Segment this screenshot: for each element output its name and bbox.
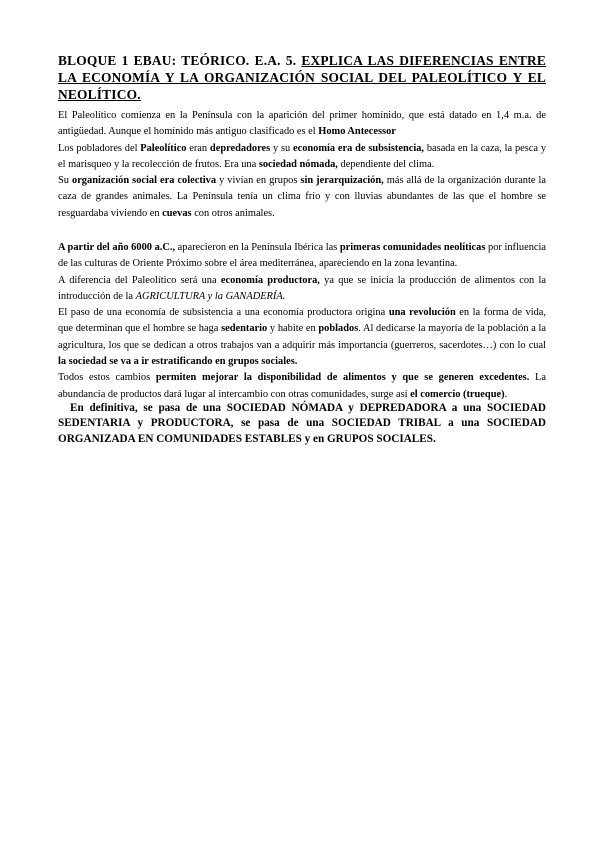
bold-term: sociedad nómada,: [258, 158, 338, 170]
text-run: basada en la caza, la pesca y el marisqueo y la recolección de frutos. Era una: [58, 142, 547, 170]
bold-term: primeras comunidades neolíticas: [339, 242, 486, 253]
bold-term: permiten mejorar la disponibilidad de alimentos y que se generen excedentes.: [155, 372, 530, 384]
text-run: Su: [58, 175, 72, 187]
text-run: con otros animales.: [191, 207, 275, 219]
text-run: Todos estos cambios: [58, 372, 156, 384]
text-run: aparecieron en la Península Ibérica las: [175, 242, 340, 253]
page-title: [58, 52, 546, 103]
text-run: El Paleolítico comienza en la Península con la aparición del primer homínido, que está datado en 1,4 m.a. de antigüedad. Aunque el homínido más antiguo clasificado es el: [58, 110, 546, 138]
bold-term: depredadores: [209, 142, 271, 154]
text-run: eran: [186, 142, 210, 154]
text-run: dependiente del clima.: [337, 158, 435, 170]
bold-term: sedentario: [221, 323, 268, 335]
text-run: y su: [270, 142, 293, 154]
title-question: EXPLICA LAS DIFERENCIAS ENTRE LA ECONOMÍA Y LA ORGANIZACIÓN SOCIAL DEL PALEOLÍTICO Y EL NEOLÍTICO.: [58, 53, 546, 102]
text-run: .: [504, 388, 508, 400]
bold-term: cuevas: [162, 207, 192, 219]
title-prefix: BLOQUE 1 EBAU: TEÓRICO. E.A. 5.: [58, 53, 302, 68]
text-run: A diferencia del Paleolítico será una: [58, 274, 221, 286]
bold-term: organización social era colectiva: [72, 175, 217, 187]
text-run: ya que se inicia la producción de alimentos con la introducción de la: [58, 274, 547, 302]
text-run: más allá de la organización durante la caza de grandes animales. La Península tenía un clima frío y con lluvias abundantes de las que el hombre se resguardaba viviendo en: [58, 175, 547, 219]
paragraph-conclusion: En definitiva, se pasa de una SOCIEDAD NÓMADA y DEPREDADORA a una SOCIEDAD SEDENTARIA y PRODUCTORA, se pasa de una SOCIEDAD TRIBAL a una SOCIEDAD ORGANIZADA EN COMUNIDADES ESTABLES y en GRUPOS SOCIALES.: [58, 402, 546, 445]
text-run: y vivían en grupos: [216, 175, 301, 187]
bold-term: Homo Antecessor: [318, 126, 396, 138]
bold-term: el comercio (trueque): [410, 388, 505, 400]
text-run: El paso de una economía de subsistencia a una economía productora origina: [58, 307, 389, 319]
bold-term: sin jerarquización,: [300, 175, 384, 187]
text-run: en la forma de vida, que determinan que el hombre se haga: [58, 307, 546, 335]
bold-term: la sociedad se va a ir estratificando en grupos sociales.: [58, 356, 298, 368]
bold-term: Paleolítico: [140, 142, 187, 154]
text-run: por influencia de las culturas de Oriente Próximo sobre el área mediterránea, apareciendo en la zona levantina.: [58, 242, 547, 270]
bold-term: una revolución: [388, 307, 456, 319]
paragraph-paleolitico: [58, 108, 546, 222]
paragraph-neolitico: [58, 240, 546, 403]
text-run: La abundancia de productos dará lugar al intercambio con otras comunidades, surge así: [58, 372, 547, 400]
text-run: . Al dedicarse la mayoría de la población a la agricultura, los que se dedican a otros trabajos van a adquirir más importancia (guerreros, sacerdotes…) con lo cual: [58, 323, 546, 351]
bold-term: economía productora,: [220, 274, 320, 286]
text-run: y habite en: [267, 323, 319, 335]
italic-term: AGRICULTURA y la GANADERÍA.: [135, 290, 286, 302]
bold-term: economía era de subsistencia,: [292, 142, 425, 154]
bold-term: poblados: [318, 323, 359, 335]
bold-term: A partir del año 6000 a.C.,: [58, 242, 176, 253]
text-run: Los pobladores del: [58, 142, 141, 154]
